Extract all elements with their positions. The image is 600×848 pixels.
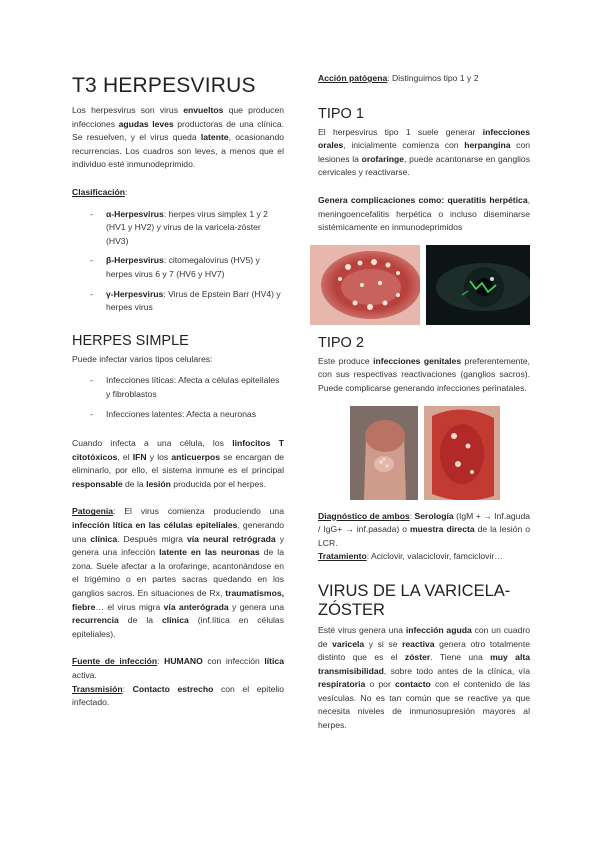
list-item: - Infecciones líticas: Afecta a células epiteliales y fibroblastos bbox=[90, 374, 284, 401]
list-item: - Infecciones latentes: Afecta a neuronas bbox=[90, 408, 284, 422]
immune-paragraph: Cuando infecta a una célula, los linfocitos T citotóxicos, el IFN y los anticuerpos se encargan de eliminarlo, por ello, el sistema inmune es el principal responsable de la lesión producida por el herpes. bbox=[72, 438, 285, 489]
list-item: - α-Herpesvirus: herpes virus simplex 1 y 2 (HV1 y HV2) y virus de la varicela-zóster (HV3) bbox=[90, 208, 284, 249]
eye-keratitis-photo bbox=[426, 245, 530, 325]
transmision-paragraph: Transmisión: Contacto estrecho con el epitelio infectado. bbox=[72, 683, 284, 708]
clasificacion-list bbox=[72, 208, 284, 315]
tipo1-images bbox=[310, 245, 530, 325]
herpes-simple-subtitle: Puede infectar varios tipos celulares: bbox=[72, 353, 213, 364]
left-column bbox=[72, 70, 284, 710]
intro-paragraph: Los herpesvirus son virus envueltos que producen infecciones agudas leves productoras de una clínica. Se resuelven, y el virus queda latente, ocasionando recurrencias. Los cuadros son leves, a menos que el individuo esté inmunodeprimido. bbox=[72, 105, 285, 170]
right-column bbox=[318, 70, 530, 733]
tipo2-images bbox=[350, 406, 530, 500]
list-item: - β-Herpesvirus: citomegalovirus (HV5) y herpes virus 6 y 7 (HV6 y HV7) bbox=[90, 254, 284, 281]
tipo2-heading: TIPO 2 bbox=[318, 334, 364, 351]
fuente-paragraph: Fuente de infección: HUMANO con infección lítica activa. bbox=[72, 656, 284, 680]
page-title: T3 HERPESVIRUS bbox=[72, 74, 256, 97]
list-item: - γ-Herpesvirus: Virus de Epstein Barr (HV4) y herpes virus bbox=[90, 288, 284, 315]
tipo1-heading: TIPO 1 bbox=[318, 105, 364, 122]
herpes-simple-list bbox=[72, 374, 284, 421]
diagnostico-paragraph: Diagnóstico de ambos: Serología (IgM + → Inf.aguda / IgG+ → inf.pasada) o muestra directa de la lesión o LCR. bbox=[318, 510, 530, 548]
tratamiento-paragraph: Tratamiento: Aciclovir, valaciclovir, famciclovir… bbox=[318, 551, 503, 562]
tipo1-paragraph: El herpesvirus tipo 1 suele generar infecciones orales, inicialmente comienza con herpangina con lesiones la orofaringe, puede acantonarse en ganglios cervicales y reactivarse. bbox=[318, 126, 531, 178]
clasificacion-heading: Clasificación: bbox=[72, 186, 128, 197]
patogenia-paragraph: Patogenia: El virus comienza produciendo una infección lítica en las células epiteliales, generando una clínica. Después migra vía neural retrógrada y genera una infección latente en las neuronas de la zona. Suele afectar a la orofaringe, acantonándose en el trigémino o en partes sacras quedando en los ganglios sacros. En situaciones de Rx, traumatismos, fiebre… el virus migra vía anterógrada y genera una recurrencia de la clínica (inf.lítica en células epiteliales). bbox=[72, 506, 285, 639]
oral-lesion-photo bbox=[310, 245, 420, 325]
herpes-simple-heading: HERPES SIMPLE bbox=[72, 332, 189, 349]
varicela-heading: VIRUS DE LA VARICELA-ZÓSTER bbox=[318, 581, 511, 619]
genital-lesion-photo-1 bbox=[350, 406, 418, 500]
complicaciones-paragraph: Genera complicaciones como: queratitis herpética, meningoencefalitis herpética o incluso diseminarse sistémicamente en inmunodeprimidos bbox=[318, 194, 530, 233]
accion-paragraph: Acción patógena: Distinguimos tipo 1 y 2 bbox=[318, 73, 479, 83]
genital-lesion-photo-2 bbox=[424, 406, 500, 500]
varicela-paragraph: Esté virus genera una infección aguda con un cuadro de varicela y si se reactiva genera otro totalmente distinto que es el zóster. Tiene una muy alta transmisibilidad, sobre todo antes de la clínica, vía respiratoria o por contacto con el contenido de las vesículas. No es tan común que se reactive ya que necesita niveles de inmunosupresión mayores al herpes. bbox=[318, 624, 530, 731]
tipo2-paragraph: Este produce infecciones genitales preferentemente, con sus respectivas reactivaciones (ganglios sacros). Puede complicarse generando infecciones perinatales. bbox=[318, 355, 530, 393]
